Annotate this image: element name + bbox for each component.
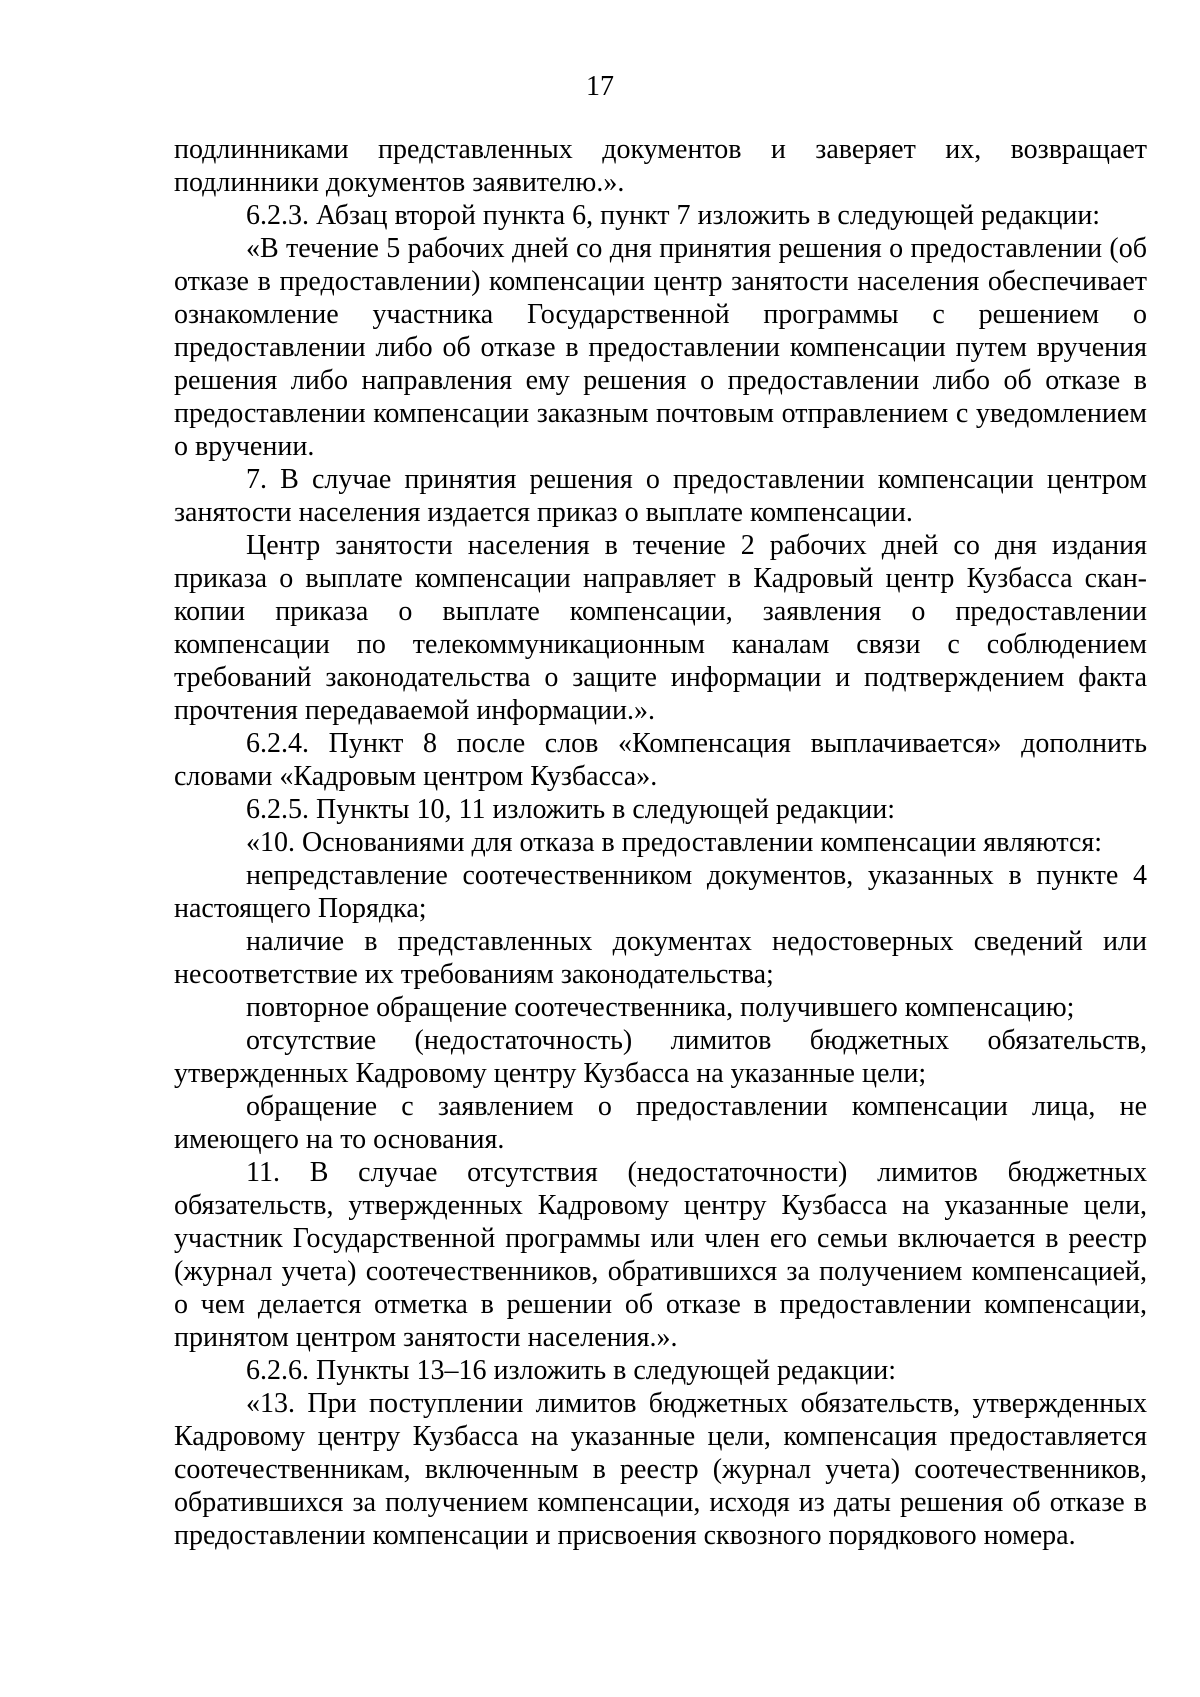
paragraph: Центр занятости населения в течение 2 рабочих дней со дня издания приказа о выплате компенсации направляет в Кадровый центр Кузбасса скан-копии приказа о выплате компенсации, заявления о предоставлении компенсации по телекоммуникационным каналам связи с соблюдением требований законодательства о защите информации и подтверждением факта прочтения передаваемой информации.».: [174, 530, 1147, 726]
paragraph: «В течение 5 рабочих дней со дня принятия решения о предоставлении (об отказе в предоставлении) компенсации центр занятости населения обеспечивает ознакомление участника Государственной программы с решением о предоставлении либо об отказе в предоставлении компенсации путем вручения решения либо направления ему решения о предоставлении либо об отказе в предоставлении компенсации заказным почтовым отправлением с уведомлением о вручении.: [174, 233, 1147, 462]
paragraph: наличие в представленных документах недостоверных сведений или несоответствие их требованиям законодательства;: [174, 926, 1147, 990]
paragraph: 6.2.4. Пункт 8 после слов «Компенсация выплачивается» дополнить словами «Кадровым центром Кузбасса».: [174, 728, 1147, 792]
paragraph: повторное обращение соотечественника, получившего компенсацию;: [246, 992, 1075, 1023]
paragraph: 7. В случае принятия решения о предоставлении компенсации центром занятости населения издается приказ о выплате компенсации.: [174, 464, 1147, 528]
document-body: [174, 133, 1147, 1552]
paragraph: непредставление соотечественником документов, указанных в пункте 4 настоящего Порядка;: [174, 860, 1147, 924]
paragraph: 6.2.3. Абзац второй пункта 6, пункт 7 изложить в следующей редакции:: [246, 200, 1101, 231]
paragraph: подлинниками представленных документов и заверяет их, возвращает подлинники документов заявителю.».: [174, 134, 1147, 198]
paragraph: 6.2.6. Пункты 13–16 изложить в следующей редакции:: [246, 1355, 897, 1386]
paragraph: отсутствие (недостаточность) лимитов бюджетных обязательств, утвержденных Кадровому центру Кузбасса на указанные цели;: [174, 1025, 1147, 1089]
paragraph: «10. Основаниями для отказа в предоставлении компенсации являются:: [246, 827, 1103, 858]
paragraph: обращение с заявлением о предоставлении компенсации лица, не имеющего на то основания.: [174, 1091, 1147, 1155]
page-number: 17: [586, 71, 614, 102]
paragraph: 11. В случае отсутствия (недостаточности) лимитов бюджетных обязательств, утвержденных Кадровому центру Кузбасса на указанные цели, участник Государственной программы или член его семьи включается в реестр (журнал учета) соотечественников, обратившихся за получением компенсацией, о чем делается отметка в решении об отказе в предоставлении компенсации, принятом центром занятости населения.».: [174, 1157, 1147, 1353]
paragraph: «13. При поступлении лимитов бюджетных обязательств, утвержденных Кадровому центру Кузбасса на указанные цели, компенсация предоставляется соотечественникам, включенным в реестр (журнал учета) соотечественников, обратившихся за получением компенсации, исходя из даты решения об отказе в предоставлении компенсации и присвоения сквозного порядкового номера.: [174, 1388, 1147, 1551]
paragraph: 6.2.5. Пункты 10, 11 изложить в следующей редакции:: [246, 794, 895, 825]
